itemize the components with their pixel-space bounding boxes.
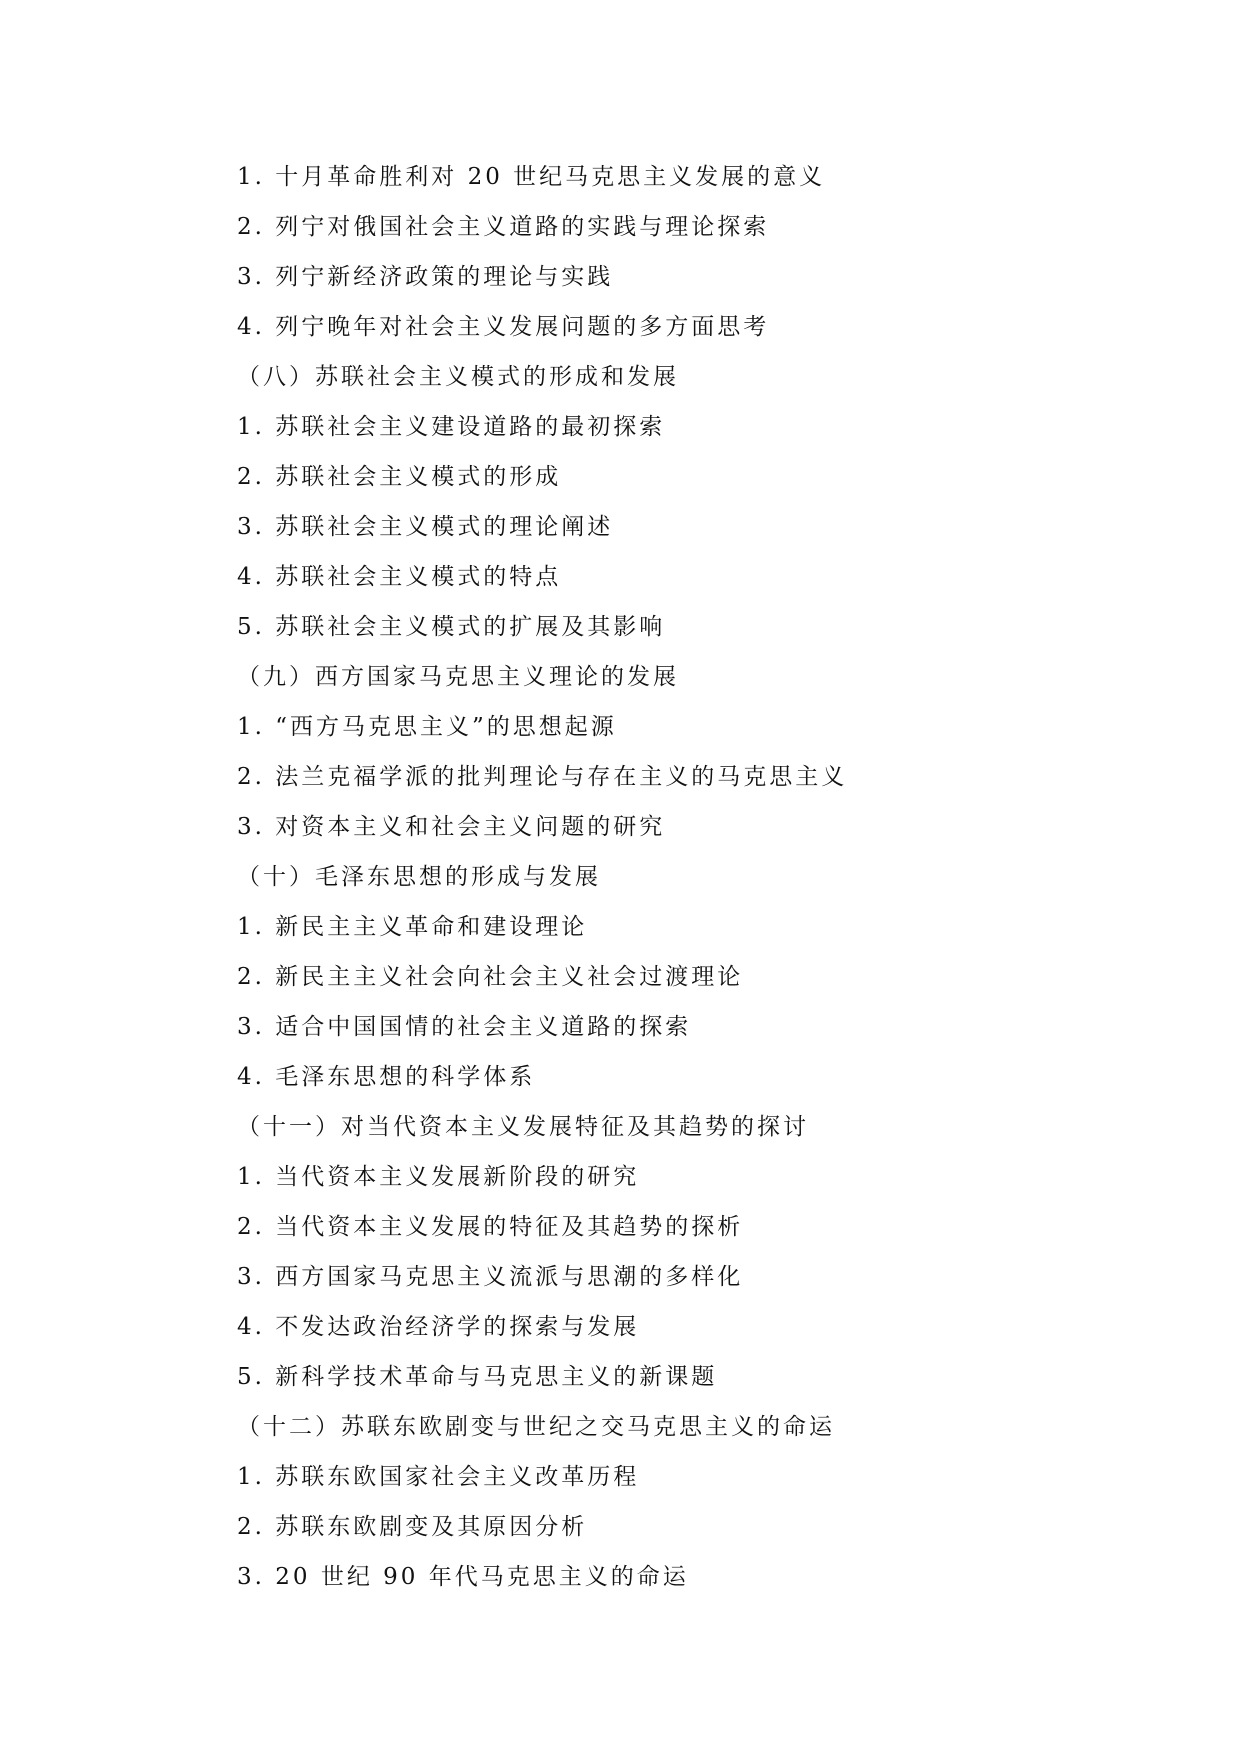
list-item: 3. 20 世纪 90 年代马克思主义的命运 <box>237 1564 689 1590</box>
list-item: 3. 西方国家马克思主义流派与思潮的多样化 <box>237 1264 744 1290</box>
list-item: 2. 苏联社会主义模式的形成 <box>237 464 562 490</box>
section-heading: （十二）苏联东欧剧变与世纪之交马克思主义的命运 <box>237 1414 835 1440</box>
list-item: 2. 列宁对俄国社会主义道路的实践与理论探索 <box>237 214 770 240</box>
list-item: 3. 苏联社会主义模式的理论阐述 <box>237 514 614 540</box>
list-item: 1. 当代资本主义发展新阶段的研究 <box>237 1164 640 1190</box>
list-item: 1. 十月革命胜利对 20 世纪马克思主义发展的意义 <box>237 164 826 190</box>
list-item: 5. 苏联社会主义模式的扩展及其影响 <box>237 614 666 640</box>
list-item: 4. 列宁晚年对社会主义发展问题的多方面思考 <box>237 314 770 340</box>
list-item: 1. “西方马克思主义”的思想起源 <box>237 714 617 740</box>
outline-list <box>237 152 1137 1602</box>
list-item: 2. 法兰克福学派的批判理论与存在主义的马克思主义 <box>237 764 848 790</box>
section-heading: （九）西方国家马克思主义理论的发展 <box>237 664 679 690</box>
list-item: 3. 列宁新经济政策的理论与实践 <box>237 264 614 290</box>
list-item: 5. 新科学技术革命与马克思主义的新课题 <box>237 1364 718 1390</box>
list-item: 1. 苏联社会主义建设道路的最初探索 <box>237 414 666 440</box>
section-heading: （八）苏联社会主义模式的形成和发展 <box>237 364 679 390</box>
list-item: 1. 新民主主义革命和建设理论 <box>237 914 588 940</box>
list-item: 2. 当代资本主义发展的特征及其趋势的探析 <box>237 1214 744 1240</box>
list-item: 3. 对资本主义和社会主义问题的研究 <box>237 814 666 840</box>
list-item: 4. 不发达政治经济学的探索与发展 <box>237 1314 640 1340</box>
list-item: 2. 新民主主义社会向社会主义社会过渡理论 <box>237 964 744 990</box>
list-item: 3. 适合中国国情的社会主义道路的探索 <box>237 1014 692 1040</box>
list-item: 4. 苏联社会主义模式的特点 <box>237 564 562 590</box>
list-item: 1. 苏联东欧国家社会主义改革历程 <box>237 1464 640 1490</box>
section-heading: （十）毛泽东思想的形成与发展 <box>237 864 601 890</box>
list-item: 4. 毛泽东思想的科学体系 <box>237 1064 536 1090</box>
section-heading: （十一）对当代资本主义发展特征及其趋势的探讨 <box>237 1114 809 1140</box>
list-item: 2. 苏联东欧剧变及其原因分析 <box>237 1514 588 1540</box>
